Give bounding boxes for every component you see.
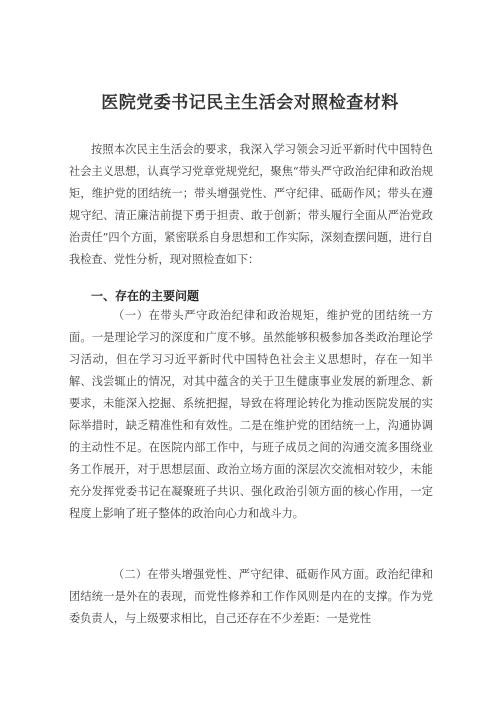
section-heading-problems: 一、存在的主要问题: [91, 289, 200, 303]
problem-paragraph-1: （一）在带头严守政治纪律和政治规矩，维护党的团结统一方面。一是理论学习的深度和广度不够。虽然能够积极参加各类政治理论学习活动，但在学习习近平新时代中国特色社会主义思想时，存在一知半解、浅尝辄止的情况，对其中蕴含的关于卫生健康事业发展的新理念、新要求，未能深入挖掘、系统把握，导致在将理论转化为推动医院发展的实际举措时，缺乏精准性和有效性。二是在维护党的团结统一上，沟通协调的主动性不足。在医院内部工作中，与班子成员之间的沟通交流多围绕业务工作展开，对于思想层面、政治立场方面的深层次交流相对较少，未能充分发挥党委书记在凝聚班子共识、强化政治引领方面的核心作用，一定程度上影响了班子整体的政治向心力和战斗力。: [69, 309, 433, 520]
document-title: 医院党委书记民主生活会对照检查材料: [101, 93, 399, 113]
problem-paragraph-2: （二）在带头增强党性、严守纪律、砥砺作风方面。政治纪律和团结统一是外在的表现，而党性修养和工作作风则是内在的支撑。作为党委负责人，与上级要求相比，自己还存在不少差距：一是党性: [69, 568, 433, 625]
intro-paragraph: 按照本次民主生活会的要求，我深入学习领会习近平新时代中国特色社会主义思想，认真学习党章党规党纪，聚焦“带头严守政治纪律和政治规矩，维护党的团结统一；带头增强党性、严守纪律、砥砺作风；带头在遵规守纪、清正廉洁前提下勇于担责、敢于创新；带头履行全面从严治党政治责任”四个方面，紧密联系自身思想和工作实际，深刻查摆问题，进行自我检查、党性分析，现对照检查如下：: [69, 143, 433, 266]
